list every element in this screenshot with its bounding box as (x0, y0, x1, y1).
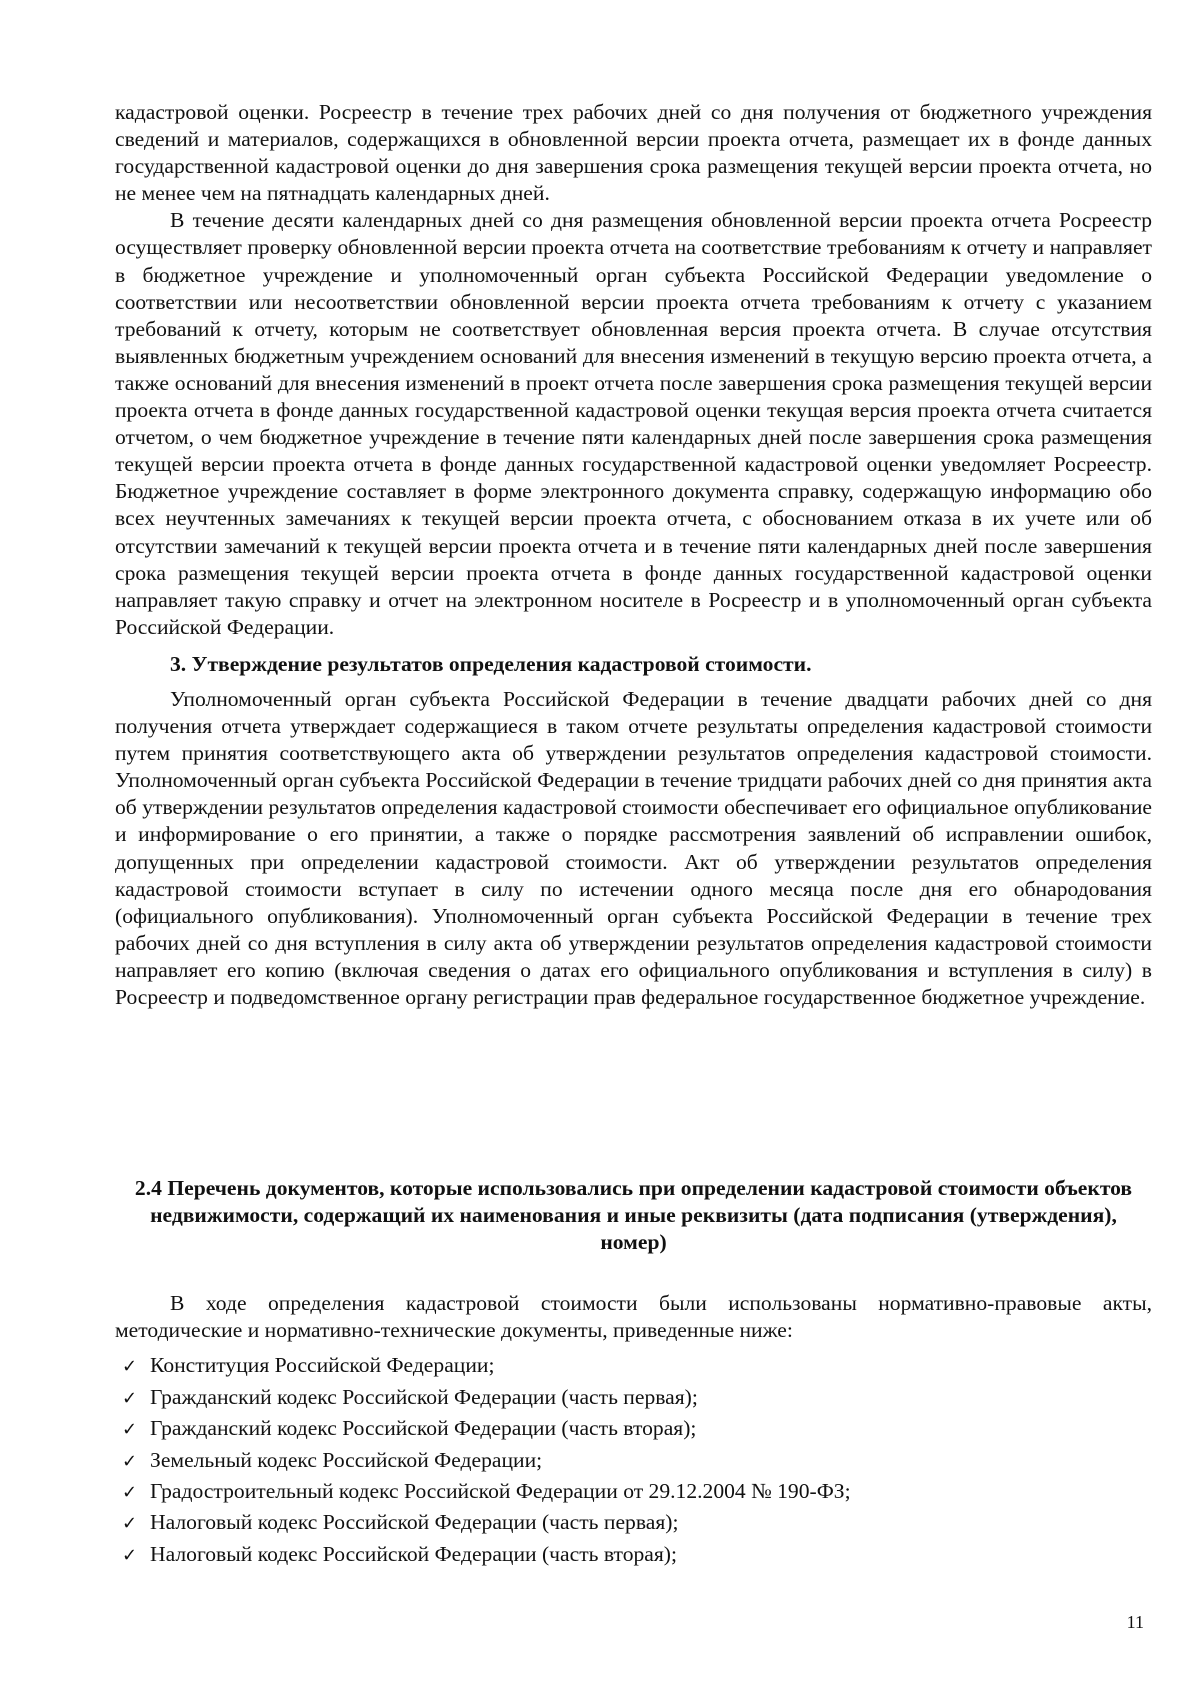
paragraph-approval: Уполномоченный орган субъекта Российской Федерации в течение двадцати рабочих дней со дня получения отчета утверждает содержащиеся в таком отчете результаты определения кадастровой стоимости путем принятия соответствующего акта об утверждении результатов определения кадастровой стоимости. Уполномоченный орган субъекта Российской Федерации в течение тридцати рабочих дней со дня принятия акта об утверждении результатов определения кадастровой стоимости обеспечивает его официальное опубликование и информирование о его принятии, а также о порядке рассмотрения заявлений об исправлении ошибок, допущенных при определении кадастровой стоимости. Акт об утверждении результатов определения кадастровой стоимости вступает в силу по истечении одного месяца после дня его обнародования (официального опубликования). Уполномоченный орган субъекта Российской Федерации в течение трех рабочих дней со дня вступления в силу акта об утверждении результатов определения кадастровой стоимости направляет его копию (включая сведения о датах его официального опубликования и вступления в силу) в Росреестр и подведомственное органу регистрации прав федеральное государственное бюджетное учреждение. (115, 686, 1152, 1009)
body-text (115, 99, 1152, 1011)
section-intro: В ходе определения кадастровой стоимости были использованы нормативно-правовые акты, методические и нормативно-технические документы, приведенные ниже: (115, 1291, 1152, 1343)
list-item-text: Земельный кодекс Российской Федерации; (150, 1447, 543, 1472)
checkmark-icon: ✓ (122, 1513, 138, 1535)
list-item (122, 1382, 1152, 1413)
section-2-4 (115, 1175, 1152, 1570)
checkmark-icon: ✓ (122, 1387, 138, 1409)
subheading-approval: 3. Утверждение результатов определения кадастровой стоимости. (170, 651, 812, 676)
list-item-text: Градостроительный кодекс Российской Федерации от 29.12.2004 № 190-ФЗ; (150, 1479, 851, 1504)
documents-list (115, 1350, 1152, 1570)
checkmark-icon: ✓ (122, 1482, 138, 1504)
list-item (122, 1507, 1152, 1538)
list-item-text: Конституция Российской Федерации; (150, 1353, 495, 1378)
checkmark-icon: ✓ (122, 1544, 138, 1566)
paragraph-verification: В течение десяти календарных дней со дня размещения обновленной версии проекта отчета Росреестр осуществляет проверку обновленной версии проекта отчета на соответствие требованиям к отчету и направляет в бюджетное учреждение и уполномоченный орган субъекта Российской Федерации уведомление о соответствии или несоответствии обновленной версии проекта отчета требованиям к отчету с указанием требований к отчету, которым не соответствует обновленная версия проекта отчета. В случае отсутствия выявленных бюджетным учреждением оснований для внесения изменений в текущую версию проекта отчета, а также оснований для внесения изменений в проект отчета после завершения срока размещения текущей версии проекта отчета в фонде данных государственной кадастровой оценки текущая версия проекта отчета считается отчетом, о чем бюджетное учреждение в течение пяти календарных дней после завершения срока размещения текущей версии проекта отчета в фонде данных государственной кадастровой оценки уведомляет Росреестр. Бюджетное учреждение составляет в форме электронного документа справку, содержащую информацию обо всех неучтенных замечаниях к текущей версии проекта отчета, с обоснованием отказа в их учете или об отсутствии замечаний к текущей версии проекта отчета и в течение пяти календарных дней после завершения срока размещения текущей версии проекта отчета в фонде данных государственной кадастровой оценки направляет такую справку и отчет на электронном носителе в Росреестр и в уполномоченный орган субъекта Российской Федерации. (115, 208, 1152, 639)
list-item-text: Гражданский кодекс Российской Федерации (часть вторая); (150, 1416, 697, 1441)
list-item (122, 1539, 1152, 1570)
checkmark-icon: ✓ (122, 1450, 138, 1472)
list-item (122, 1350, 1152, 1381)
page-number: 11 (1126, 1612, 1144, 1632)
checkmark-icon: ✓ (122, 1419, 138, 1441)
paragraph-continuation: кадастровой оценки. Росреестр в течение трех рабочих дней со дня получения от бюджетного учреждения сведений и материалов, содержащихся в обновленной версии проекта отчета, размещает их в фонде данных государственной кадастровой оценки до дня завершения срока размещения текущей версии проекта отчета, но не менее чем на пятнадцать календарных дней. (115, 100, 1152, 206)
list-item-text: Гражданский кодекс Российской Федерации (часть первая); (150, 1384, 698, 1409)
list-item (122, 1413, 1152, 1444)
list-item-text: Налоговый кодекс Российской Федерации (часть первая); (150, 1510, 679, 1535)
list-item (122, 1445, 1152, 1476)
checkmark-icon: ✓ (122, 1356, 138, 1378)
list-item-text: Налоговый кодекс Российской Федерации (часть вторая); (150, 1541, 677, 1566)
list-item (122, 1476, 1152, 1507)
section-title: 2.4 Перечень документов, которые использовались при определении кадастровой стоимости объектов недвижимости, содержащий их наименования и иные реквизиты (дата подписания (утверждения), номер) (134, 1176, 1133, 1255)
